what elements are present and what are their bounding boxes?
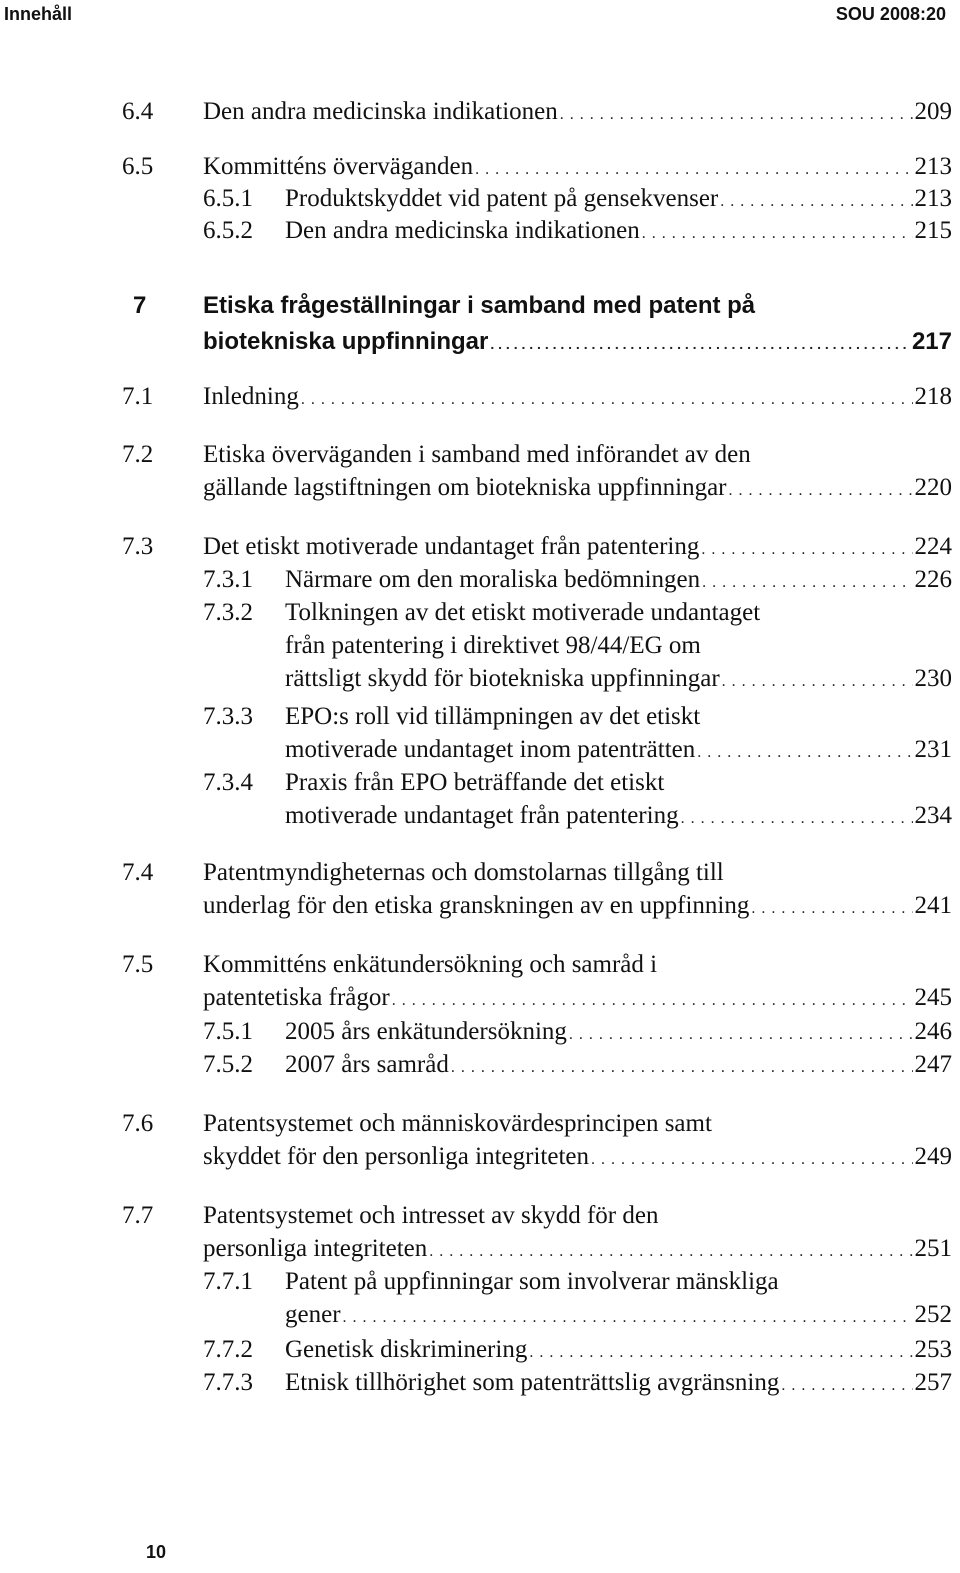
toc-entry-title: Etnisk tillhörighet som patenträttslig avgränsning bbox=[285, 1369, 780, 1396]
toc-entry-title: Etiska överväganden i samband med införandet av den bbox=[203, 441, 751, 468]
toc-entry-title: underlag för den etiska granskningen av en uppfinning bbox=[203, 892, 750, 919]
toc-entry-line bbox=[203, 95, 952, 131]
toc-entry-line bbox=[285, 629, 952, 662]
toc-entry-page: 215 bbox=[914, 217, 952, 244]
toc-entry-number: 7.7.2 bbox=[203, 1336, 253, 1363]
toc-entry-number: 6.5.1 bbox=[203, 185, 253, 212]
toc-entry[interactable] bbox=[0, 1199, 960, 1268]
toc-entry-line bbox=[285, 799, 952, 835]
toc-entry-page: 241 bbox=[914, 892, 952, 919]
toc-entry[interactable] bbox=[0, 563, 960, 599]
toc-entry-title: från patentering i direktivet 98/44/EG om bbox=[285, 632, 701, 659]
dot-leader bbox=[301, 383, 913, 416]
toc-entry-page: 209 bbox=[914, 98, 952, 125]
toc-entry-title: motiverade undantaget från patentering bbox=[285, 802, 679, 829]
toc-entry[interactable] bbox=[0, 1107, 960, 1176]
toc-entry[interactable] bbox=[0, 700, 960, 769]
toc-entry-title: Tolkningen av det etiskt motiverade undantaget bbox=[285, 599, 761, 626]
toc-entry[interactable] bbox=[0, 1015, 960, 1051]
toc-entry-line bbox=[203, 288, 952, 324]
toc-entry-page: 226 bbox=[914, 566, 952, 593]
toc-entry[interactable] bbox=[0, 1048, 960, 1084]
toc-entry-title: 2005 års enkätundersökning bbox=[285, 1018, 567, 1045]
toc-entry-line bbox=[285, 1366, 952, 1402]
toc-entry-page: 217 bbox=[911, 328, 952, 355]
toc-entry-line bbox=[285, 1048, 952, 1084]
toc-entry[interactable] bbox=[0, 530, 960, 566]
toc-entry-title: Produktskyddet vid patent på gensekvenser bbox=[285, 185, 719, 212]
dot-leader bbox=[697, 736, 912, 769]
toc-entry[interactable] bbox=[0, 95, 960, 131]
toc-entry-line bbox=[203, 324, 952, 362]
toc-entry[interactable] bbox=[0, 1333, 960, 1369]
toc-entry-line bbox=[203, 889, 952, 925]
toc-entry[interactable] bbox=[0, 948, 960, 1017]
toc-entry-number: 7.7.1 bbox=[203, 1268, 253, 1295]
toc-entry-page: 249 bbox=[914, 1143, 952, 1170]
toc-entry-number: 7.6 bbox=[122, 1110, 154, 1137]
toc-entry-title: gener bbox=[285, 1301, 341, 1328]
toc-entry-title: Inledning bbox=[203, 383, 299, 410]
toc-entry-title: gällande lagstiftningen om biotekniska uppfinningar bbox=[203, 474, 727, 501]
dot-leader bbox=[490, 326, 910, 362]
toc-entry-line bbox=[203, 856, 952, 889]
dot-leader bbox=[722, 665, 913, 698]
toc-entry-line bbox=[203, 150, 952, 186]
toc-entry[interactable] bbox=[0, 182, 960, 218]
toc-entry-line bbox=[203, 438, 952, 471]
toc-entry-page: 218 bbox=[914, 383, 952, 410]
toc-entry-number: 7.5.1 bbox=[203, 1018, 253, 1045]
toc-entry-line bbox=[285, 214, 952, 250]
toc-entry-title: Kommitténs enkätundersökning och samråd i bbox=[203, 951, 658, 978]
toc-entry-line bbox=[285, 766, 952, 799]
toc-entry-number: 7.3 bbox=[122, 533, 154, 560]
toc-entry-title: Genetisk diskriminering bbox=[285, 1336, 528, 1363]
header-document-id: SOU 2008:20 bbox=[835, 4, 946, 24]
toc-entry-line bbox=[285, 596, 952, 629]
toc-entry-number: 7.3.1 bbox=[203, 566, 253, 593]
toc-entry-title: Kommitténs överväganden bbox=[203, 153, 474, 180]
dot-leader bbox=[529, 1336, 912, 1369]
toc-entry-line bbox=[285, 182, 952, 218]
toc-entry-page: 246 bbox=[914, 1018, 952, 1045]
toc-entry-line bbox=[285, 563, 952, 599]
toc-entry-title: Närmare om den moraliska bedömningen bbox=[285, 566, 701, 593]
toc-entry-line bbox=[285, 1265, 952, 1298]
dot-leader bbox=[642, 217, 913, 250]
toc-entry-line bbox=[203, 981, 952, 1017]
toc-entry-number: 7.4 bbox=[122, 859, 154, 886]
toc-entry-number: 7.3.2 bbox=[203, 599, 253, 626]
toc-entry-number: 7.7.3 bbox=[203, 1369, 253, 1396]
dot-leader bbox=[751, 892, 912, 925]
toc-entry-number: 7.3.4 bbox=[203, 769, 253, 796]
toc-entry-page: 213 bbox=[914, 185, 952, 212]
toc-entry-title: Den andra medicinska indikationen bbox=[285, 217, 640, 244]
dot-leader bbox=[702, 566, 912, 599]
toc-entry-title: 2007 års samråd bbox=[285, 1051, 449, 1078]
toc-entry-page: 253 bbox=[914, 1336, 952, 1363]
toc-entry-page: 251 bbox=[914, 1235, 952, 1262]
toc-entry-page: 245 bbox=[914, 984, 952, 1011]
toc-entry-line bbox=[285, 733, 952, 769]
toc-entry-line bbox=[285, 1333, 952, 1369]
toc-entry-page: 257 bbox=[914, 1369, 952, 1396]
toc-entry-line bbox=[203, 1140, 952, 1176]
toc-entry[interactable] bbox=[0, 214, 960, 250]
dot-leader bbox=[429, 1235, 912, 1268]
toc-entry-title: motiverade undantaget inom patenträtten bbox=[285, 736, 696, 763]
toc-entry-line bbox=[285, 700, 952, 733]
toc-entry-line bbox=[203, 1199, 952, 1232]
toc-entry[interactable] bbox=[0, 766, 960, 835]
toc-entry[interactable] bbox=[0, 438, 960, 507]
toc-entry-number: 7.5.2 bbox=[203, 1051, 253, 1078]
toc-entry-number: 7.5 bbox=[122, 951, 154, 978]
toc-entry-title: Patentmyndigheternas och domstolarnas tillgång till bbox=[203, 859, 724, 886]
toc-entry-title: Det etiskt motiverade undantaget från patentering bbox=[203, 533, 700, 560]
toc-entry-number: 6.4 bbox=[122, 98, 154, 125]
dot-leader bbox=[392, 984, 913, 1017]
toc-entry-line bbox=[285, 1298, 952, 1334]
toc-entry-title: Patentsystemet och intresset av skydd för den bbox=[203, 1202, 659, 1229]
toc-entry-page: 220 bbox=[914, 474, 952, 501]
header-section-title: Innehåll bbox=[4, 4, 73, 24]
toc-entry[interactable] bbox=[0, 596, 960, 698]
dot-leader bbox=[701, 533, 912, 566]
dot-leader bbox=[451, 1051, 913, 1084]
toc-entry-number: 6.5 bbox=[122, 153, 154, 180]
toc-entry-line bbox=[203, 1232, 952, 1268]
toc-entry-page: 230 bbox=[914, 665, 952, 692]
toc-entry[interactable] bbox=[0, 380, 960, 416]
toc-entry-page: 252 bbox=[914, 1301, 952, 1328]
toc-entry-number: 6.5.2 bbox=[203, 217, 253, 244]
toc-entry[interactable] bbox=[0, 150, 960, 186]
toc-entry-number: 7.3.3 bbox=[203, 703, 253, 730]
toc-entry-page: 231 bbox=[914, 736, 952, 763]
toc-entry-title: Patent på uppfinningar som involverar mänskliga bbox=[285, 1268, 779, 1295]
toc-entry-page: 213 bbox=[914, 153, 952, 180]
toc-entry-line bbox=[203, 1107, 952, 1140]
toc-entry-line bbox=[203, 471, 952, 507]
dot-leader bbox=[343, 1301, 913, 1334]
toc-entry-line bbox=[203, 530, 952, 566]
page-number: 10 bbox=[146, 1542, 167, 1562]
toc-entry-number: 7.7 bbox=[122, 1202, 154, 1229]
dot-leader bbox=[591, 1143, 913, 1176]
dot-leader bbox=[781, 1369, 912, 1402]
toc-entry-title: Den andra medicinska indikationen bbox=[203, 98, 558, 125]
toc-entry-line bbox=[203, 948, 952, 981]
toc-entry-page: 234 bbox=[914, 802, 952, 829]
toc-entry[interactable] bbox=[0, 856, 960, 925]
toc-entry-line bbox=[285, 662, 952, 698]
dot-leader bbox=[681, 802, 913, 835]
dot-leader bbox=[560, 98, 913, 131]
toc-entry-line bbox=[285, 1015, 952, 1051]
toc-entry-number: 7.2 bbox=[122, 441, 154, 468]
toc-entry-title: biotekniska uppfinningar bbox=[203, 328, 489, 355]
toc-entry-title: Praxis från EPO beträffande det etiskt bbox=[285, 769, 665, 796]
toc-entry-number: 7 bbox=[133, 292, 147, 319]
toc-entry-page: 224 bbox=[914, 533, 952, 560]
toc-entry-number: 7.1 bbox=[122, 383, 154, 410]
toc-entry-title: patentetiska frågor bbox=[203, 984, 390, 1011]
toc-entry[interactable] bbox=[0, 1366, 960, 1402]
toc-entry[interactable] bbox=[0, 288, 960, 362]
toc-entry[interactable] bbox=[0, 1265, 960, 1334]
dot-leader bbox=[729, 474, 913, 507]
toc-entry-title: rättsligt skydd för biotekniska uppfinningar bbox=[285, 665, 720, 692]
toc-entry-page: 247 bbox=[914, 1051, 952, 1078]
toc-entry-title: EPO:s roll vid tillämpningen av det etiskt bbox=[285, 703, 701, 730]
toc-entry-title: personliga integriteten bbox=[203, 1235, 428, 1262]
toc-entry-title: Patentsystemet och människovärdesprincipen samt bbox=[203, 1110, 712, 1137]
dot-leader bbox=[569, 1018, 913, 1051]
toc-entry-title: skyddet för den personliga integriteten bbox=[203, 1143, 589, 1170]
toc-entry-line bbox=[203, 380, 952, 416]
toc-entry-title: Etiska frågeställningar i samband med patent på bbox=[203, 292, 756, 319]
